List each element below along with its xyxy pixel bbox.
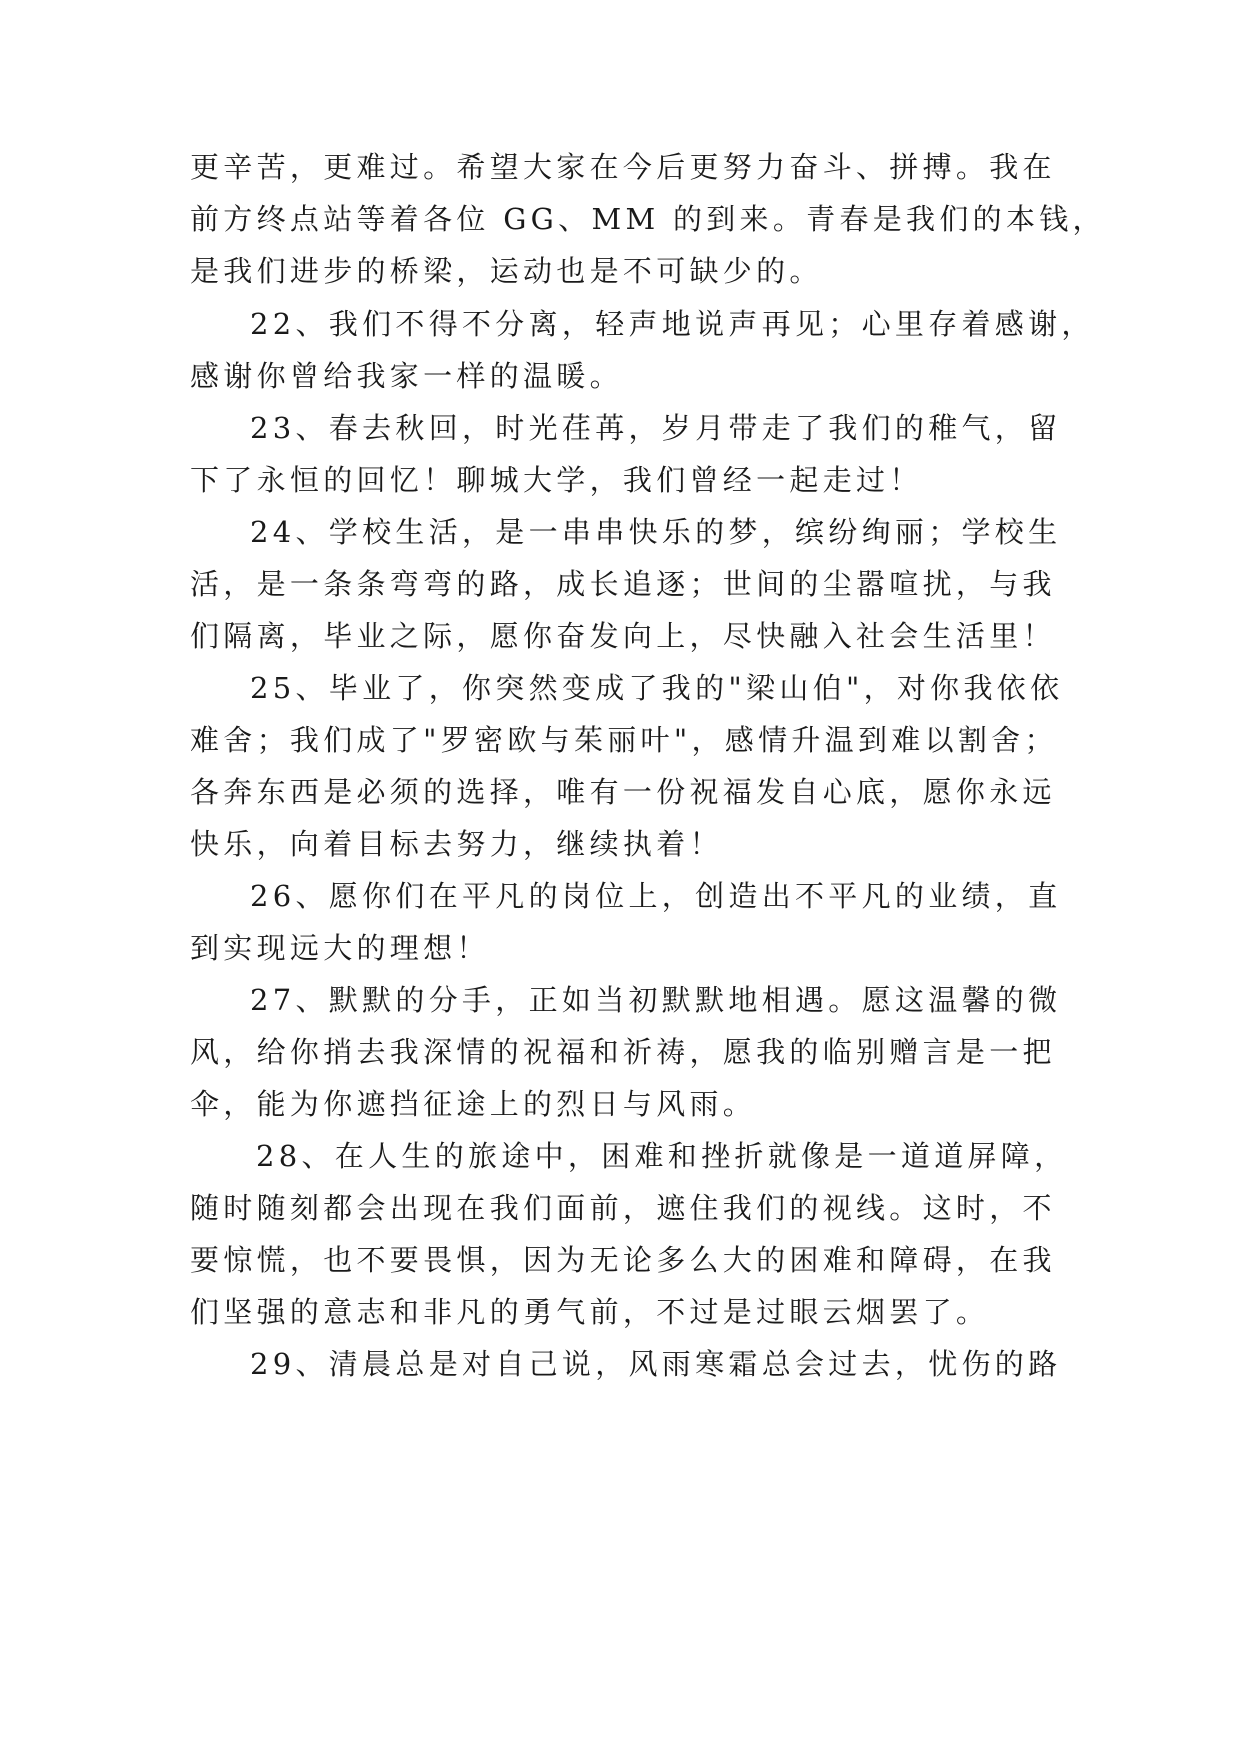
text-line: 前方终点站等着各位 GG、MM 的到来。青春是我们的本钱， xyxy=(190,202,1106,236)
text-line: 到实现远大的理想！ xyxy=(190,931,490,965)
paragraph-25-line-1: 25、毕业了，你突然变成了我的"梁山伯"，对你我依依 xyxy=(250,671,1064,705)
text-line: 活，是一条条弯弯的路，成长追逐；世间的尘嚣喧扰，与我 xyxy=(190,567,1056,601)
text-line: 快乐，向着目标去努力，继续执着！ xyxy=(190,827,723,861)
text-line: 各奔东西是必须的选择，唯有一份祝福发自心底，愿你永远 xyxy=(190,775,1056,809)
text-line: 更辛苦，更难过。希望大家在今后更努力奋斗、拼搏。我在 xyxy=(190,150,1056,184)
text-line: 要惊慌，也不要畏惧，因为无论多么大的困难和障碍，在我 xyxy=(190,1243,1056,1277)
text-line: 感谢你曾给我家一样的温暖。 xyxy=(190,359,623,393)
text-line: 伞，能为你遮挡征途上的烈日与风雨。 xyxy=(190,1087,757,1121)
text-line: 们坚强的意志和非凡的勇气前，不过是过眼云烟罢了。 xyxy=(190,1295,990,1329)
paragraph-23-line-1: 23、春去秋回，时光荏苒，岁月带走了我们的稚气，留 xyxy=(250,411,1062,445)
text-line: 们隔离，毕业之际，愿你奋发向上，尽快融入社会生活里！ xyxy=(190,619,1056,653)
paragraph-22-line-1: 22、我们不得不分离，轻声地说声再见；心里存着感谢， xyxy=(250,307,1095,341)
paragraph-29-line-1: 29、清晨总是对自己说，风雨寒霜总会过去，忧伤的路 xyxy=(250,1347,1062,1381)
text-line: 下了永恒的回忆！聊城大学，我们曾经一起走过！ xyxy=(190,463,923,497)
paragraph-24-line-1: 24、学校生活，是一串串快乐的梦，缤纷绚丽；学校生 xyxy=(250,515,1062,549)
paragraph-27-line-1: 27、默默的分手，正如当初默默地相遇。愿这温馨的微 xyxy=(250,983,1062,1017)
text-line: 难舍；我们成了"罗密欧与茱丽叶"，感情升温到难以割舍； xyxy=(190,723,1058,757)
paragraph-28-line-1: 28、在人生的旅途中，困难和挫折就像是一道道屏障， xyxy=(256,1139,1068,1173)
text-line: 风，给你捎去我深情的祝福和祈祷，愿我的临别赠言是一把 xyxy=(190,1035,1056,1069)
text-line: 随时随刻都会出现在我们面前，遮住我们的视线。这时，不 xyxy=(190,1191,1056,1225)
text-line: 是我们进步的桥梁，运动也是不可缺少的。 xyxy=(190,254,823,288)
paragraph-26-line-1: 26、愿你们在平凡的岗位上，创造出不平凡的业绩，直 xyxy=(250,879,1062,913)
